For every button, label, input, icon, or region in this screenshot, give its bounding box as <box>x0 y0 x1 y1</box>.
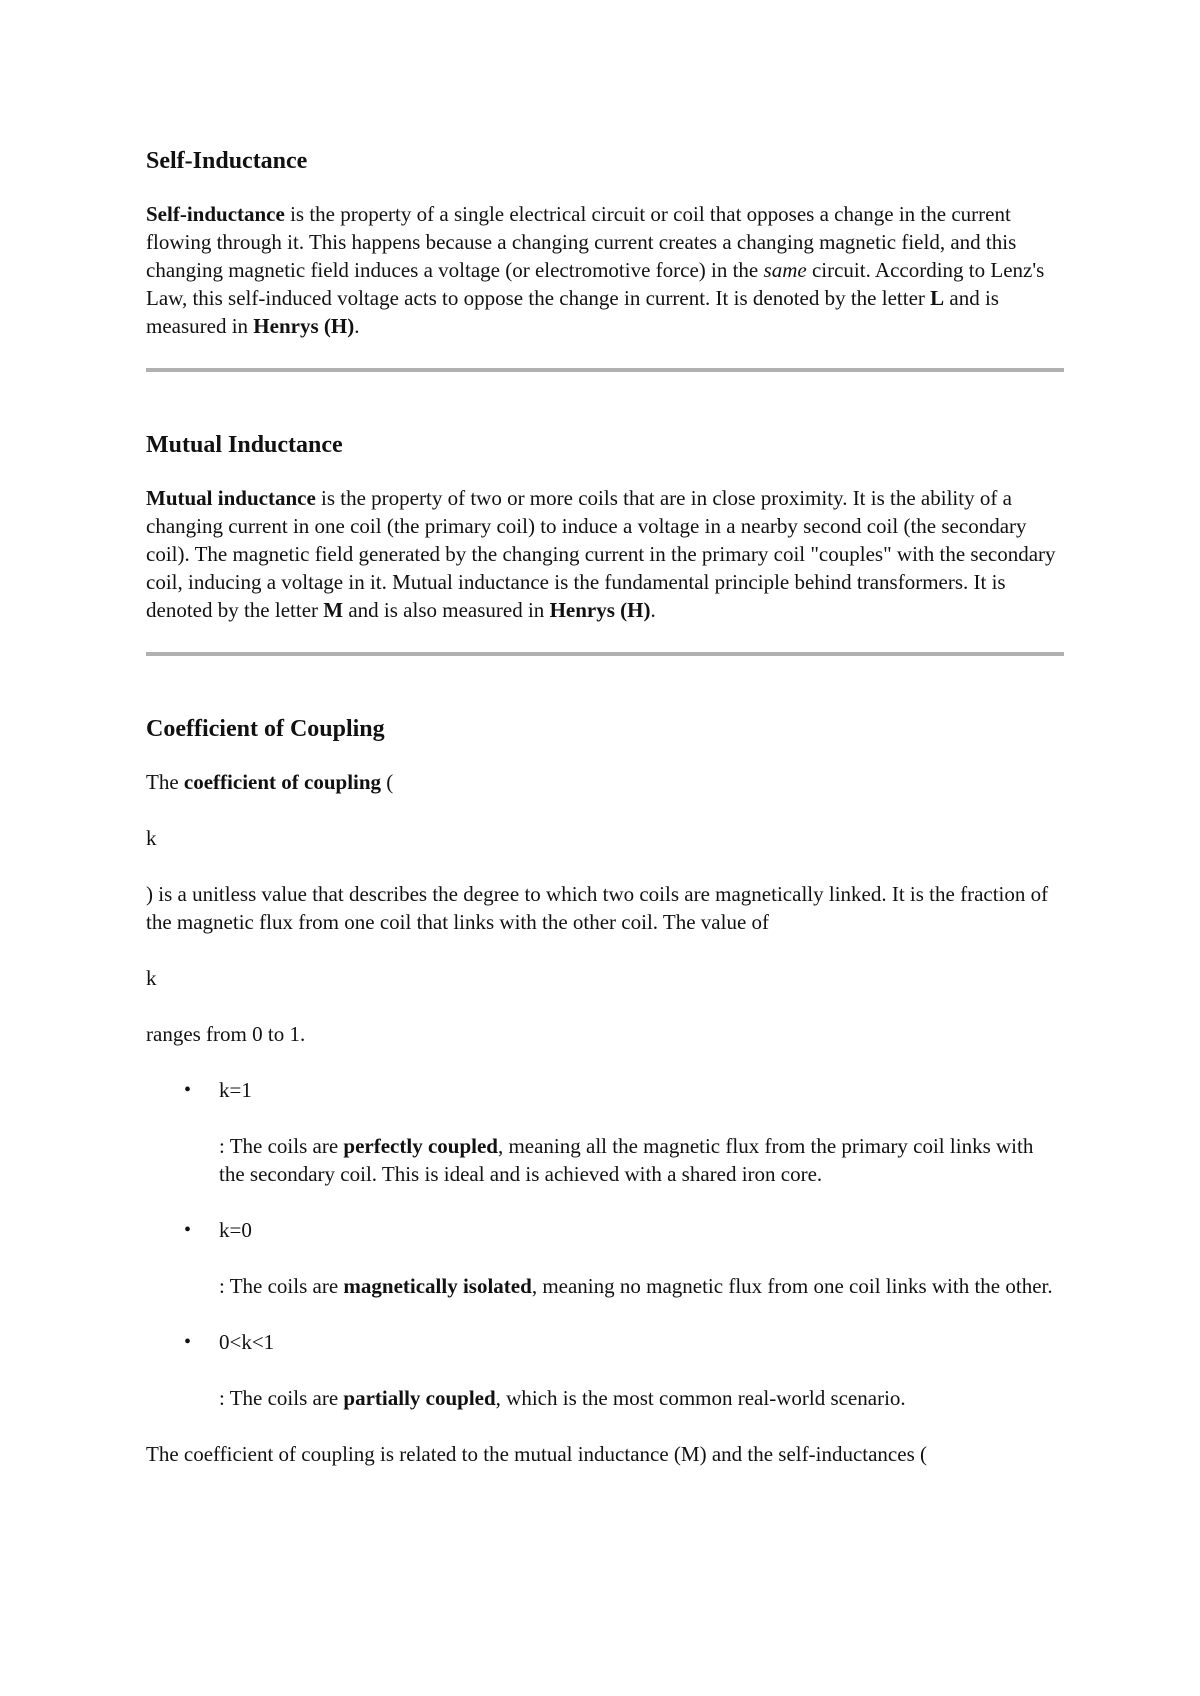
list-item-perfect-coupling <box>146 1076 1064 1188</box>
list-item-text: : The coils are magnetically isolated, meaning no magnetic flux from one coil links with the other. <box>219 1274 1053 1298</box>
coupling-cases-list <box>146 1076 1064 1412</box>
math-k-symbol: k <box>146 826 157 850</box>
list-item-partial-coupling <box>146 1328 1064 1412</box>
divider <box>146 368 1064 372</box>
divider <box>146 652 1064 656</box>
list-item-text: : The coils are partially coupled, which is the most common real-world scenario. <box>219 1386 906 1410</box>
paragraph-mutual-inductance: Mutual inductance is the property of two or more coils that are in close proximity. It is the ability of a changing current in one coil (the primary coil) to induce a voltage in a nearby second coil (the secondary coil). The magnetic field generated by the changing current in the primary coil "couples" with the secondary coil, inducing a voltage in it. Mutual inductance is the fundamental principle behind transformers. It is denoted by the letter M and is also measured in Henrys (H). <box>146 486 1056 622</box>
list-item-text: : The coils are perfectly coupled, meaning all the magnetic flux from the primary coil links with the secondary coil. This is ideal and is achieved with a shared iron core. <box>219 1134 1034 1186</box>
term-mutual-inductance: Mutual inductance <box>146 486 316 510</box>
unit-henrys: Henrys (H) <box>253 314 355 338</box>
document-body <box>146 146 1064 1496</box>
term-coefficient-of-coupling: coefficient of coupling <box>183 770 382 794</box>
list-item-isolated <box>146 1216 1064 1300</box>
heading-self-inductance: Self-Inductance <box>146 148 308 174</box>
math-formula: 0<k<1 <box>219 1330 275 1354</box>
bullet-icon: • <box>184 1079 192 1101</box>
math-formula: k=0 <box>219 1218 252 1242</box>
term-self-inductance: Self-inductance <box>146 202 285 226</box>
heading-coefficient-of-coupling: Coefficient of Coupling <box>146 716 385 742</box>
bullet-icon: • <box>184 1331 192 1353</box>
paragraph-coupling-range: ranges from 0 to 1. <box>146 1022 306 1046</box>
math-k-symbol: k <box>146 966 157 990</box>
paragraph-self-inductance: Self-inductance is the property of a single electrical circuit or coil that opposes a change in the current flowing through it. This happens because a changing current creates a changing magnetic field, and this changing magnetic field induces a voltage (or electromotive force) in the same circuit. According to Lenz's Law, this self-induced voltage acts to oppose the change in current. It is denoted by the letter L and is measured in Henrys (H). <box>146 202 1045 338</box>
paragraph-coupling-description: ) is a unitless value that describes the degree to which two coils are magnetically linked. It is the fraction of the magnetic flux from one coil that links with the other coil. The value of <box>146 882 1049 934</box>
heading-mutual-inductance: Mutual Inductance <box>146 432 343 458</box>
symbol-M: M <box>323 598 344 622</box>
bullet-icon: • <box>184 1219 192 1241</box>
emphasis-same: same <box>763 258 807 282</box>
paragraph-coupling-intro: The coefficient of coupling ( <box>146 770 394 794</box>
paragraph-coupling-closing: The coefficient of coupling is related to the mutual inductance (M) and the self-inductances ( <box>146 1442 927 1466</box>
symbol-L: L <box>930 286 945 310</box>
math-formula: k=1 <box>219 1078 252 1102</box>
unit-henrys: Henrys (H) <box>549 598 651 622</box>
